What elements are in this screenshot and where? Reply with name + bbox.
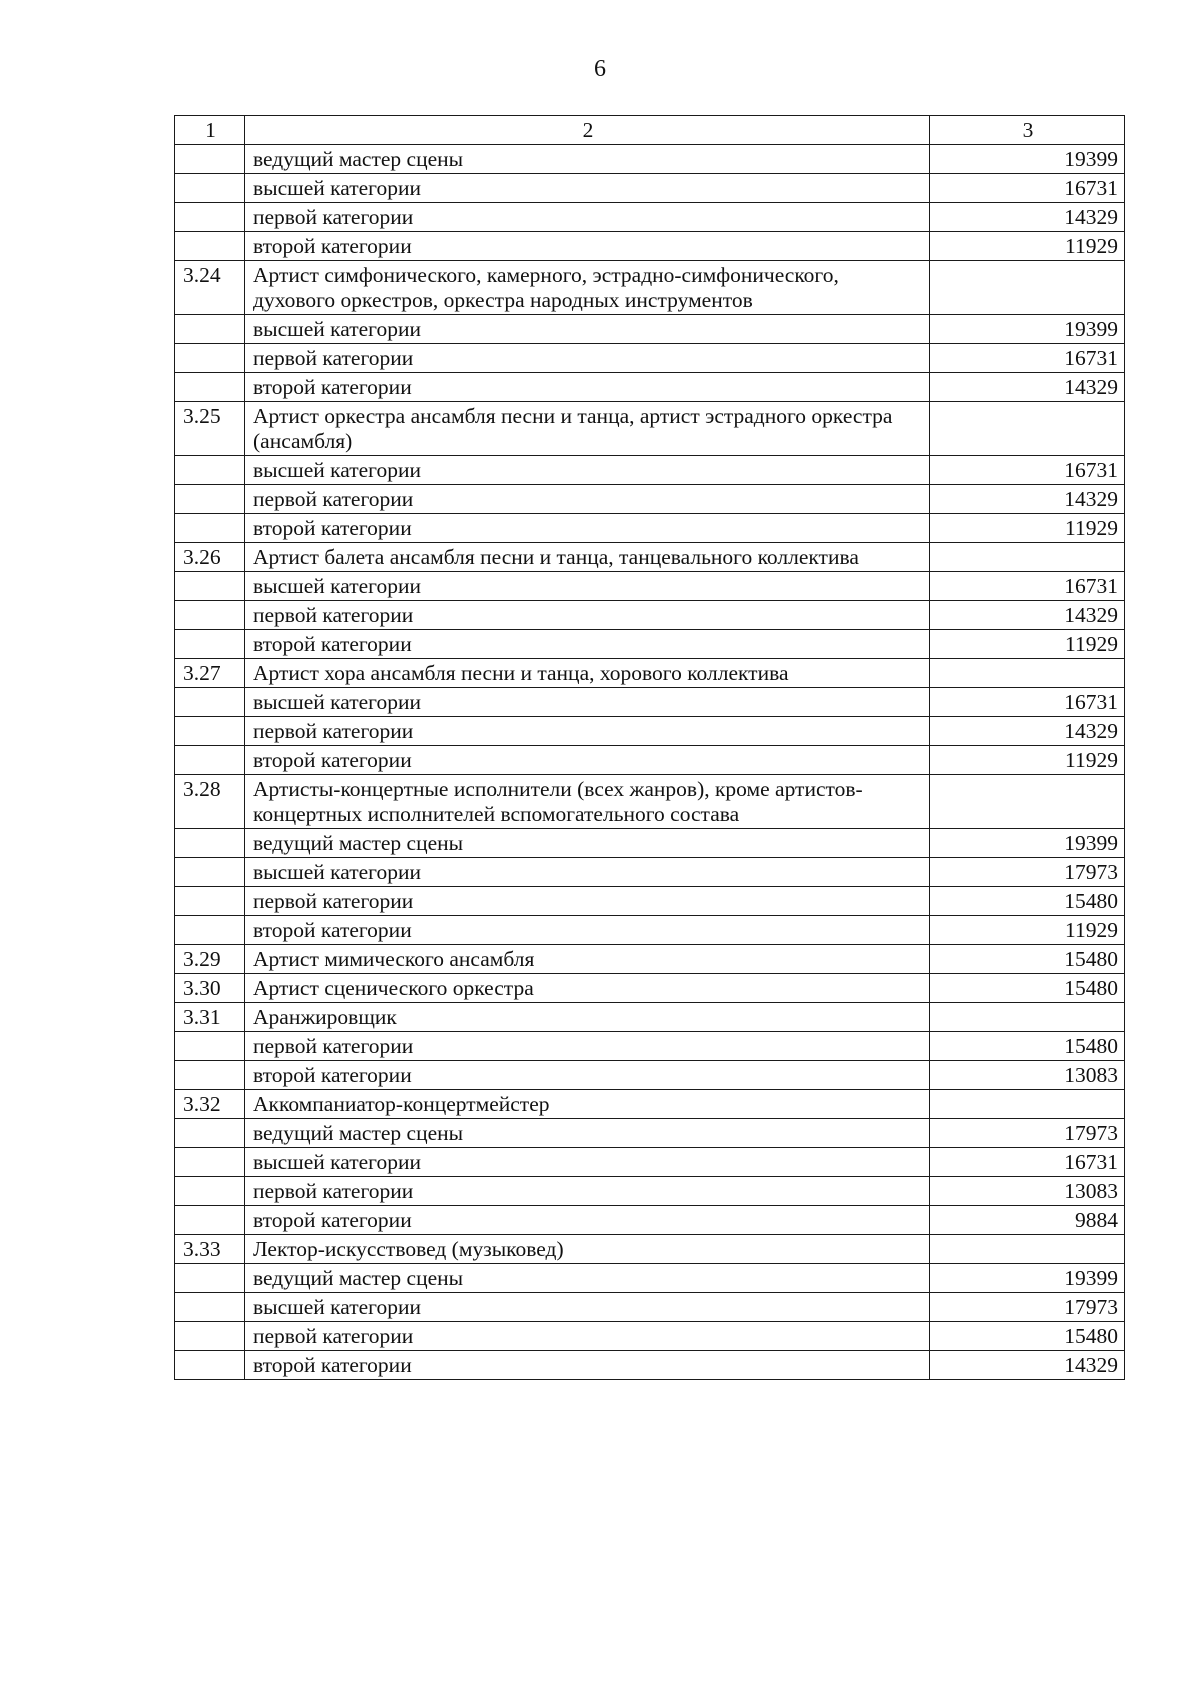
row-number-empty (175, 485, 245, 514)
table-row (175, 456, 1125, 485)
table-row (175, 688, 1125, 717)
category-label: высшей категории (245, 858, 930, 887)
row-number-empty (175, 232, 245, 261)
row-number-empty (175, 688, 245, 717)
table-row (175, 858, 1125, 887)
salary-value: 11929 (930, 916, 1125, 945)
salary-value: 17973 (930, 1119, 1125, 1148)
position-title: Аранжировщик (245, 1003, 930, 1032)
category-label: высшей категории (245, 688, 930, 717)
salary-value: 16731 (930, 688, 1125, 717)
category-label: высшей категории (245, 315, 930, 344)
row-number-empty (175, 456, 245, 485)
section-row (175, 1003, 1125, 1032)
category-label: ведущий мастер сцены (245, 1264, 930, 1293)
row-number: 3.31 (175, 1003, 245, 1032)
category-label: высшей категории (245, 572, 930, 601)
salary-value: 11929 (930, 232, 1125, 261)
salary-value: 11929 (930, 514, 1125, 543)
row-number: 3.32 (175, 1090, 245, 1119)
table-row (175, 1322, 1125, 1351)
category-label: второй категории (245, 916, 930, 945)
position-title: Артист балета ансамбля песни и танца, танцевального коллектива (245, 543, 930, 572)
table-body (175, 116, 1125, 1380)
salary-value: 17973 (930, 858, 1125, 887)
header-row (175, 116, 1125, 145)
salary-value: 16731 (930, 344, 1125, 373)
salary-value (930, 775, 1125, 829)
row-number-empty (175, 174, 245, 203)
table-row (175, 829, 1125, 858)
table-row (175, 1119, 1125, 1148)
salary-value: 9884 (930, 1206, 1125, 1235)
section-row (175, 1235, 1125, 1264)
row-number: 3.26 (175, 543, 245, 572)
salary-value: 11929 (930, 746, 1125, 775)
salary-value: 17973 (930, 1293, 1125, 1322)
salary-table (174, 115, 1125, 1380)
salary-value: 16731 (930, 572, 1125, 601)
row-number-empty (175, 916, 245, 945)
table-row (175, 601, 1125, 630)
position-title: Артист сценического оркестра (245, 974, 930, 1003)
row-number-empty (175, 1264, 245, 1293)
row-number: 3.29 (175, 945, 245, 974)
row-number-empty (175, 1322, 245, 1351)
position-title: Аккомпаниатор-концертмейстер (245, 1090, 930, 1119)
salary-value (930, 1235, 1125, 1264)
salary-value: 15480 (930, 887, 1125, 916)
salary-value: 14329 (930, 373, 1125, 402)
category-label: высшей категории (245, 174, 930, 203)
table-row (175, 1206, 1125, 1235)
header-col-1: 1 (175, 116, 245, 145)
salary-value: 19399 (930, 315, 1125, 344)
table-row (175, 373, 1125, 402)
table-row (175, 1061, 1125, 1090)
category-label: высшей категории (245, 1148, 930, 1177)
table-row (175, 174, 1125, 203)
table-row (175, 145, 1125, 174)
section-row (175, 974, 1125, 1003)
table-row (175, 1264, 1125, 1293)
category-label: первой категории (245, 203, 930, 232)
row-number: 3.25 (175, 402, 245, 456)
salary-value: 15480 (930, 974, 1125, 1003)
category-label: ведущий мастер сцены (245, 829, 930, 858)
row-number-empty (175, 858, 245, 887)
category-label: первой категории (245, 887, 930, 916)
row-number: 3.27 (175, 659, 245, 688)
salary-value: 19399 (930, 829, 1125, 858)
category-label: первой категории (245, 344, 930, 373)
row-number: 3.33 (175, 1235, 245, 1264)
table-row (175, 203, 1125, 232)
position-title: Артист оркестра ансамбля песни и танца, артист эстрадного оркестра (ансамбля) (245, 402, 930, 456)
row-number-empty (175, 1032, 245, 1061)
row-number-empty (175, 601, 245, 630)
table-row (175, 746, 1125, 775)
position-title: Артист мимического ансамбля (245, 945, 930, 974)
table-row (175, 315, 1125, 344)
table-row (175, 485, 1125, 514)
row-number-empty (175, 145, 245, 174)
category-label: второй категории (245, 1351, 930, 1380)
row-number: 3.24 (175, 261, 245, 315)
table-row (175, 572, 1125, 601)
category-label: первой категории (245, 1032, 930, 1061)
salary-value: 14329 (930, 717, 1125, 746)
category-label: первой категории (245, 717, 930, 746)
category-label: первой категории (245, 1177, 930, 1206)
category-label: второй категории (245, 746, 930, 775)
row-number-empty (175, 1119, 245, 1148)
section-row (175, 1090, 1125, 1119)
row-number-empty (175, 1177, 245, 1206)
row-number-empty (175, 746, 245, 775)
category-label: второй категории (245, 630, 930, 659)
position-title: Артисты-концертные исполнители (всех жанров), кроме артистов-концертных исполнителей вспомогательного состава (245, 775, 930, 829)
row-number-empty (175, 203, 245, 232)
section-row (175, 659, 1125, 688)
table-row (175, 1148, 1125, 1177)
section-row (175, 261, 1125, 315)
salary-value: 19399 (930, 1264, 1125, 1293)
row-number-empty (175, 344, 245, 373)
table-row (175, 630, 1125, 659)
section-row (175, 775, 1125, 829)
salary-value: 16731 (930, 456, 1125, 485)
salary-value: 11929 (930, 630, 1125, 659)
header-col-2: 2 (245, 116, 930, 145)
table-row (175, 1177, 1125, 1206)
row-number-empty (175, 887, 245, 916)
salary-value: 14329 (930, 1351, 1125, 1380)
salary-value (930, 261, 1125, 315)
salary-value (930, 1003, 1125, 1032)
header-col-3: 3 (930, 116, 1125, 145)
salary-value: 15480 (930, 945, 1125, 974)
salary-value: 13083 (930, 1177, 1125, 1206)
row-number-empty (175, 1293, 245, 1322)
table-row (175, 1293, 1125, 1322)
row-number-empty (175, 1351, 245, 1380)
salary-value: 15480 (930, 1032, 1125, 1061)
table-row (175, 1351, 1125, 1380)
salary-value (930, 659, 1125, 688)
category-label: второй категории (245, 1206, 930, 1235)
row-number-empty (175, 1148, 245, 1177)
category-label: второй категории (245, 1061, 930, 1090)
salary-value: 14329 (930, 203, 1125, 232)
salary-value: 14329 (930, 485, 1125, 514)
row-number-empty (175, 1206, 245, 1235)
row-number-empty (175, 373, 245, 402)
section-row (175, 543, 1125, 572)
salary-value (930, 1090, 1125, 1119)
table-row (175, 344, 1125, 373)
row-number-empty (175, 1061, 245, 1090)
table-row (175, 916, 1125, 945)
category-label: ведущий мастер сцены (245, 1119, 930, 1148)
category-label: второй категории (245, 373, 930, 402)
section-row (175, 402, 1125, 456)
page-number: 6 (594, 56, 606, 82)
row-number-empty (175, 572, 245, 601)
table-row (175, 717, 1125, 746)
category-label: высшей категории (245, 456, 930, 485)
salary-value: 19399 (930, 145, 1125, 174)
row-number-empty (175, 829, 245, 858)
salary-value: 15480 (930, 1322, 1125, 1351)
section-row (175, 945, 1125, 974)
row-number-empty (175, 315, 245, 344)
row-number: 3.30 (175, 974, 245, 1003)
position-title: Артист хора ансамбля песни и танца, хорового коллектива (245, 659, 930, 688)
table-row (175, 1032, 1125, 1061)
salary-value: 13083 (930, 1061, 1125, 1090)
category-label: высшей категории (245, 1293, 930, 1322)
salary-value: 16731 (930, 174, 1125, 203)
row-number-empty (175, 717, 245, 746)
category-label: первой категории (245, 485, 930, 514)
table-row (175, 232, 1125, 261)
position-title: Лектор-искусствовед (музыковед) (245, 1235, 930, 1264)
row-number: 3.28 (175, 775, 245, 829)
table-row (175, 887, 1125, 916)
category-label: первой категории (245, 601, 930, 630)
category-label: второй категории (245, 514, 930, 543)
category-label: первой категории (245, 1322, 930, 1351)
category-label: ведущий мастер сцены (245, 145, 930, 174)
salary-value (930, 402, 1125, 456)
position-title: Артист симфонического, камерного, эстрадно-симфонического, духового оркестров, оркестра народных инструментов (245, 261, 930, 315)
row-number-empty (175, 630, 245, 659)
salary-value (930, 543, 1125, 572)
salary-value: 16731 (930, 1148, 1125, 1177)
table-row (175, 514, 1125, 543)
salary-value: 14329 (930, 601, 1125, 630)
row-number-empty (175, 514, 245, 543)
category-label: второй категории (245, 232, 930, 261)
